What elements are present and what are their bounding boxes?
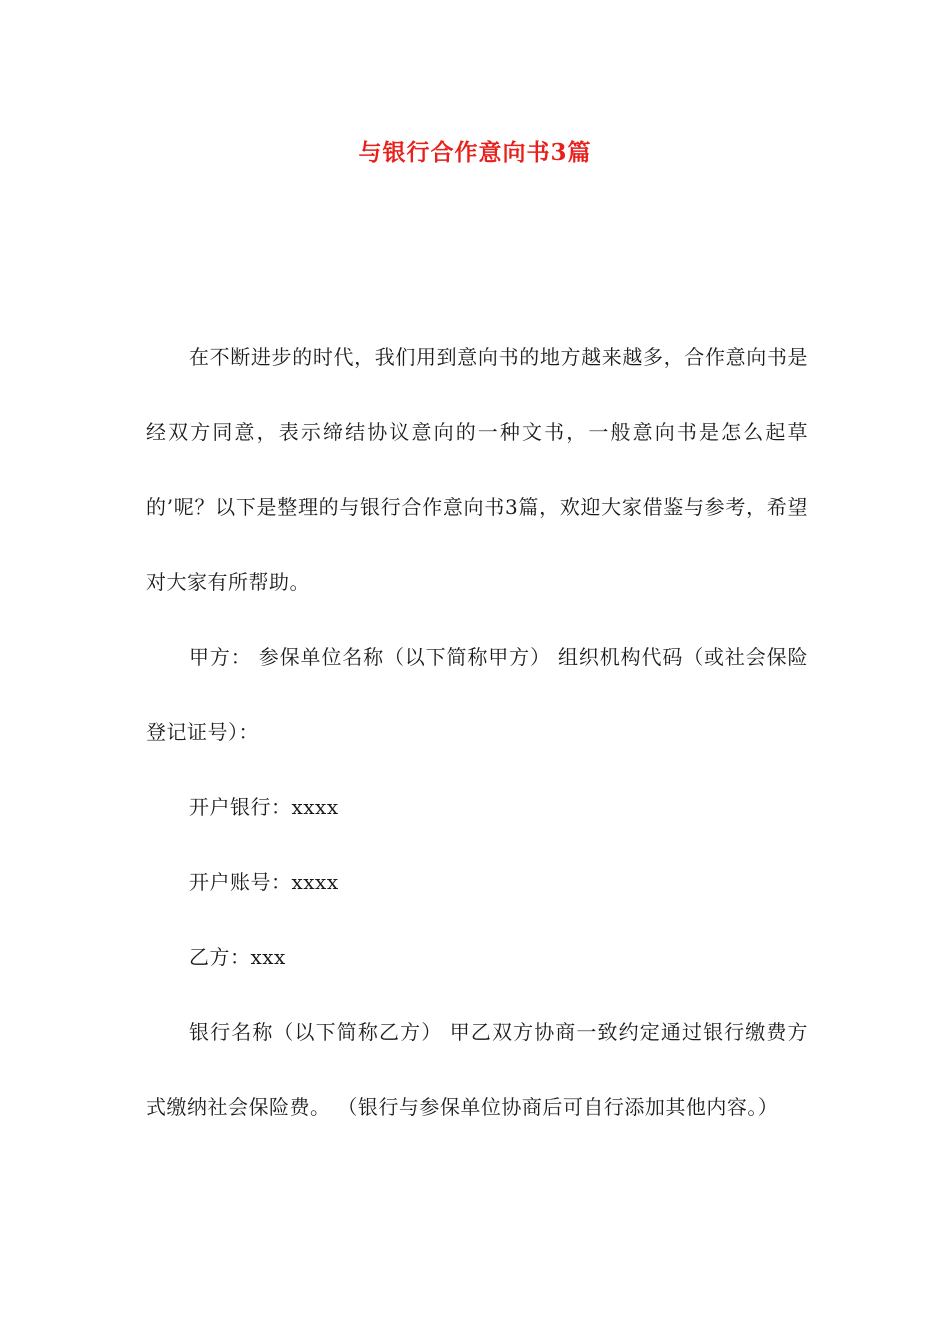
intro-paragraph: 在不断进步的时代，我们用到意向书的地方越来越多，合作意向书是经双方同意，表示缔结协议意向的一种文书，一般意向书是怎么起草的’呢？以下是整理的与银行合作意向书3篇，欢迎大家借鉴与参考，希望对大家有所帮助。 xyxy=(146,345,808,594)
party-a-paragraph: 甲方： 参保单位名称（以下简称甲方） 组织机构代码（或社会保险登记证号）： xyxy=(146,645,808,744)
agreement-paragraph: 银行名称（以下简称乙方） 甲乙双方协商一致约定通过银行缴费方式缴纳社会保险费。 （银行与参保单位协商后可自行添加其他内容。） xyxy=(146,1020,808,1119)
account-number-paragraph: 开户账号：xxxx xyxy=(189,870,339,894)
document-title: 与银行合作意向书3篇 xyxy=(358,139,592,166)
document-body xyxy=(146,320,808,1145)
party-b-paragraph: 乙方：xxx xyxy=(189,945,286,969)
bank-name-paragraph: 开户银行：xxxx xyxy=(189,795,339,819)
